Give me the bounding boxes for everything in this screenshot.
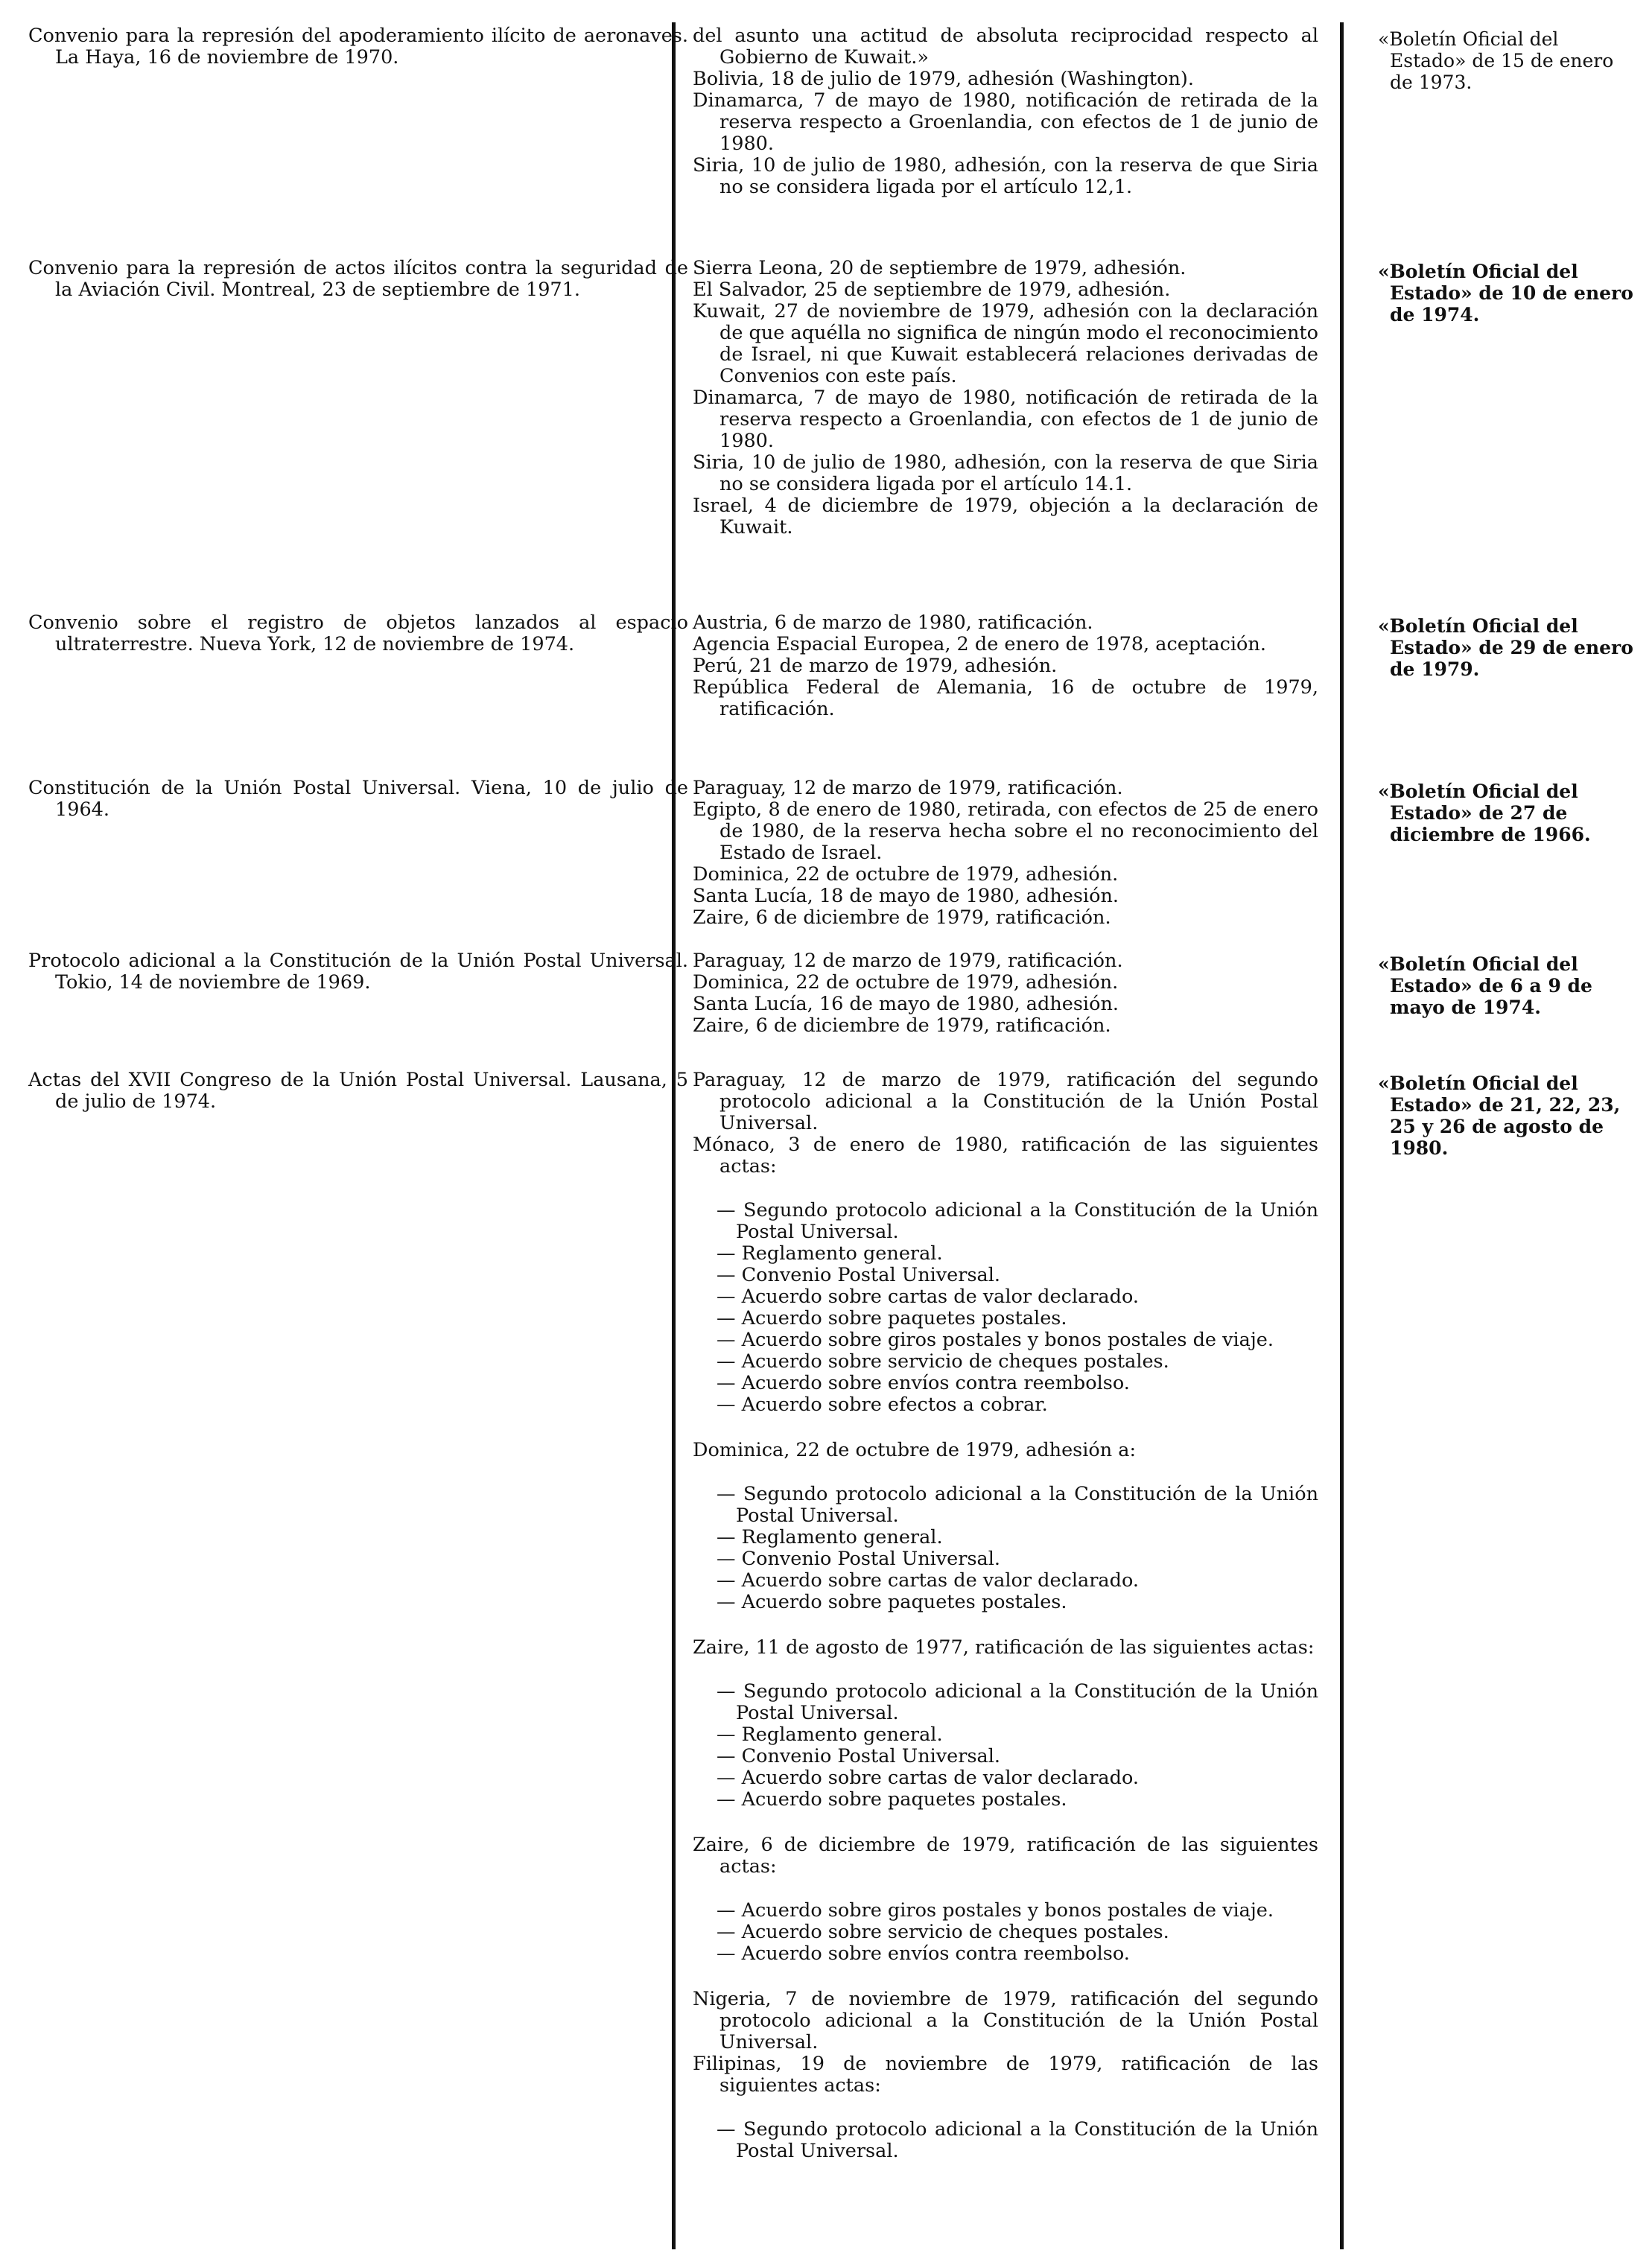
entry: Paraguay, 12 de marzo de 1979, ratificación.	[693, 777, 1123, 799]
row-entries	[693, 1070, 1318, 2162]
boletin-reference: «Boletín Oficial del Estado» de 6 a 9 de mayo de 1974.	[1378, 953, 1592, 1018]
list-item: — Reglamento general.	[717, 1723, 943, 1746]
treaty-title: Protocolo adicional a la Constitución de la Unión Postal Universal. Tokio, 14 de noviembre de 1969.	[28, 950, 688, 994]
row-entries	[693, 950, 1318, 1037]
list-item: — Acuerdo sobre paquetes postales.	[717, 1591, 1067, 1613]
treaty-title: Convenio sobre el registro de objetos lanzados al espacio ultraterrestre. Nueva York, 12 de noviembre de 1974.	[28, 611, 688, 655]
entry: Zaire, 6 de diciembre de 1979, ratificación.	[693, 1014, 1111, 1037]
boletin-reference: «Boletín Oficial del Estado» de 27 de diciembre de 1966.	[1378, 781, 1591, 845]
entry: Dominica, 22 de octubre de 1979, adhesión a:	[693, 1439, 1137, 1461]
list-item: — Acuerdo sobre servicio de cheques postales.	[717, 1350, 1169, 1373]
treaty-title: Actas del XVII Congreso de la Unión Postal Universal. Lausana, 5 de julio de 1974.	[28, 1069, 688, 1113]
list-item: — Convenio Postal Universal.	[717, 1548, 1001, 1570]
entry: Egipto, 8 de enero de 1980, retirada, con efectos de 25 de enero de 1980, de la reserva hecha sobre el no reconocimiento del Estado de Israel.	[693, 798, 1318, 864]
list-item: — Segundo protocolo adicional a la Constitución de la Unión Postal Universal.	[717, 1199, 1318, 1243]
row-entries	[693, 258, 1318, 538]
list-item: — Acuerdo sobre paquetes postales.	[717, 1307, 1067, 1329]
entry: Siria, 10 de julio de 1980, adhesión, con la reserva de que Siria no se considera ligada por el artículo 12,1.	[693, 154, 1318, 198]
list-item: — Acuerdo sobre envíos contra reembolso.	[717, 1372, 1130, 1394]
list-item: — Segundo protocolo adicional a la Constitución de la Unión Postal Universal.	[717, 1483, 1318, 1527]
treaty-title: Convenio para la represión del apoderamiento ilícito de aeronaves. La Haya, 16 de noviembre de 1970.	[28, 25, 688, 69]
list-item: — Convenio Postal Universal.	[717, 1264, 1001, 1286]
list-item: — Acuerdo sobre envíos contra reembolso.	[717, 1942, 1130, 1965]
list-item: — Reglamento general.	[717, 1526, 943, 1548]
entry: República Federal de Alemania, 16 de octubre de 1979, ratificación.	[693, 676, 1318, 720]
list-item: — Segundo protocolo adicional a la Constitución de la Unión Postal Universal.	[717, 2118, 1318, 2162]
list-item: — Segundo protocolo adicional a la Constitución de la Unión Postal Universal.	[717, 1680, 1318, 1724]
list-item: — Acuerdo sobre cartas de valor declarado.	[717, 1569, 1139, 1592]
entry: Austria, 6 de marzo de 1980, ratificación.	[693, 611, 1093, 634]
entry: Sierra Leona, 20 de septiembre de 1979, adhesión.	[693, 257, 1186, 279]
boletin-reference: «Boletín Oficial del Estado» de 15 de enero de 1973.	[1378, 28, 1614, 93]
list-item: — Acuerdo sobre servicio de cheques postales.	[717, 1921, 1169, 1943]
entry: Zaire, 6 de diciembre de 1979, ratificación.	[693, 906, 1111, 929]
column-rule-left	[672, 22, 676, 2249]
row-entries	[693, 25, 1318, 198]
entry: Nigeria, 7 de noviembre de 1979, ratificación del segundo protocolo adicional a la Constitución de la Unión Postal Universal.	[693, 1988, 1318, 2053]
entry: Siria, 10 de julio de 1980, adhesión, con la reserva de que Siria no se considera ligada por el artículo 14.1.	[693, 451, 1318, 495]
list-item: — Convenio Postal Universal.	[717, 1745, 1001, 1767]
entry: Kuwait, 27 de noviembre de 1979, adhesión con la declaración de que aquélla no significa de ningún modo el reconocimiento de Israel, ni que Kuwait establecerá relaciones derivadas de Convenios con este país.	[693, 300, 1318, 387]
row-entries	[693, 778, 1318, 929]
entry: Dinamarca, 7 de mayo de 1980, notificación de retirada de la reserva respecto a Groenlandia, con efectos de 1 de junio de 1980.	[693, 387, 1318, 452]
entry: Perú, 21 de marzo de 1979, adhesión.	[693, 655, 1058, 677]
entry: Dominica, 22 de octubre de 1979, adhesión.	[693, 863, 1119, 886]
entry: Paraguay, 12 de marzo de 1979, ratificación del segundo protocolo adicional a la Constitución de la Unión Postal Universal.	[693, 1069, 1318, 1134]
entry: Zaire, 11 de agosto de 1977, ratificación de las siguientes actas:	[693, 1636, 1315, 1659]
list-item: — Acuerdo sobre cartas de valor declarado.	[717, 1286, 1139, 1308]
treaty-title: Convenio para la represión de actos ilícitos contra la seguridad de la Aviación Civil. Montreal, 23 de septiembre de 1971.	[28, 257, 688, 301]
entry: Paraguay, 12 de marzo de 1979, ratificación.	[693, 950, 1123, 972]
entry: Zaire, 6 de diciembre de 1979, ratificación de las siguientes actas:	[693, 1834, 1318, 1878]
boletin-reference: «Boletín Oficial del Estado» de 10 de enero de 1974.	[1378, 261, 1633, 325]
entry: Bolivia, 18 de julio de 1979, adhesión (Washington).	[693, 68, 1194, 90]
entry: Filipinas, 19 de noviembre de 1979, ratificación de las siguientes actas:	[693, 2053, 1318, 2097]
entry: Santa Lucía, 16 de mayo de 1980, adhesión.	[693, 993, 1119, 1015]
list-item: — Acuerdo sobre paquetes postales.	[717, 1788, 1067, 1811]
boletin-reference: «Boletín Oficial del Estado» de 21, 22, 23, 25 y 26 de agosto de 1980.	[1378, 1073, 1621, 1159]
entry: Agencia Espacial Europea, 2 de enero de 1978, aceptación.	[693, 633, 1266, 655]
entry: Israel, 4 de diciembre de 1979, objeción a la declaración de Kuwait.	[693, 495, 1318, 538]
entry: Santa Lucía, 18 de mayo de 1980, adhesión.	[693, 885, 1119, 907]
entry: Mónaco, 3 de enero de 1980, ratificación de las siguientes actas:	[693, 1134, 1318, 1178]
list-item: — Acuerdo sobre cartas de valor declarado.	[717, 1767, 1139, 1789]
entry: Dinamarca, 7 de mayo de 1980, notificación de retirada de la reserva respecto a Groenlandia, con efectos de 1 de junio de 1980.	[693, 89, 1318, 155]
list-item: — Acuerdo sobre giros postales y bonos postales de viaje.	[717, 1899, 1274, 1922]
column-rule-right	[1340, 22, 1344, 2249]
treaty-title: Constitución de la Unión Postal Universal. Viena, 10 de julio de 1964.	[28, 777, 688, 821]
entry: El Salvador, 25 de septiembre de 1979, adhesión.	[693, 279, 1171, 301]
list-item: — Acuerdo sobre giros postales y bonos postales de viaje.	[717, 1329, 1274, 1351]
entry: del asunto una actitud de absoluta reciprocidad respecto al Gobierno de Kuwait.»	[693, 25, 1318, 69]
row-entries	[693, 612, 1318, 720]
boletin-reference: «Boletín Oficial del Estado» de 29 de enero de 1979.	[1378, 615, 1633, 680]
list-item: — Reglamento general.	[717, 1242, 943, 1265]
entry: Dominica, 22 de octubre de 1979, adhesión.	[693, 971, 1119, 994]
list-item: — Acuerdo sobre efectos a cobrar.	[717, 1394, 1048, 1416]
